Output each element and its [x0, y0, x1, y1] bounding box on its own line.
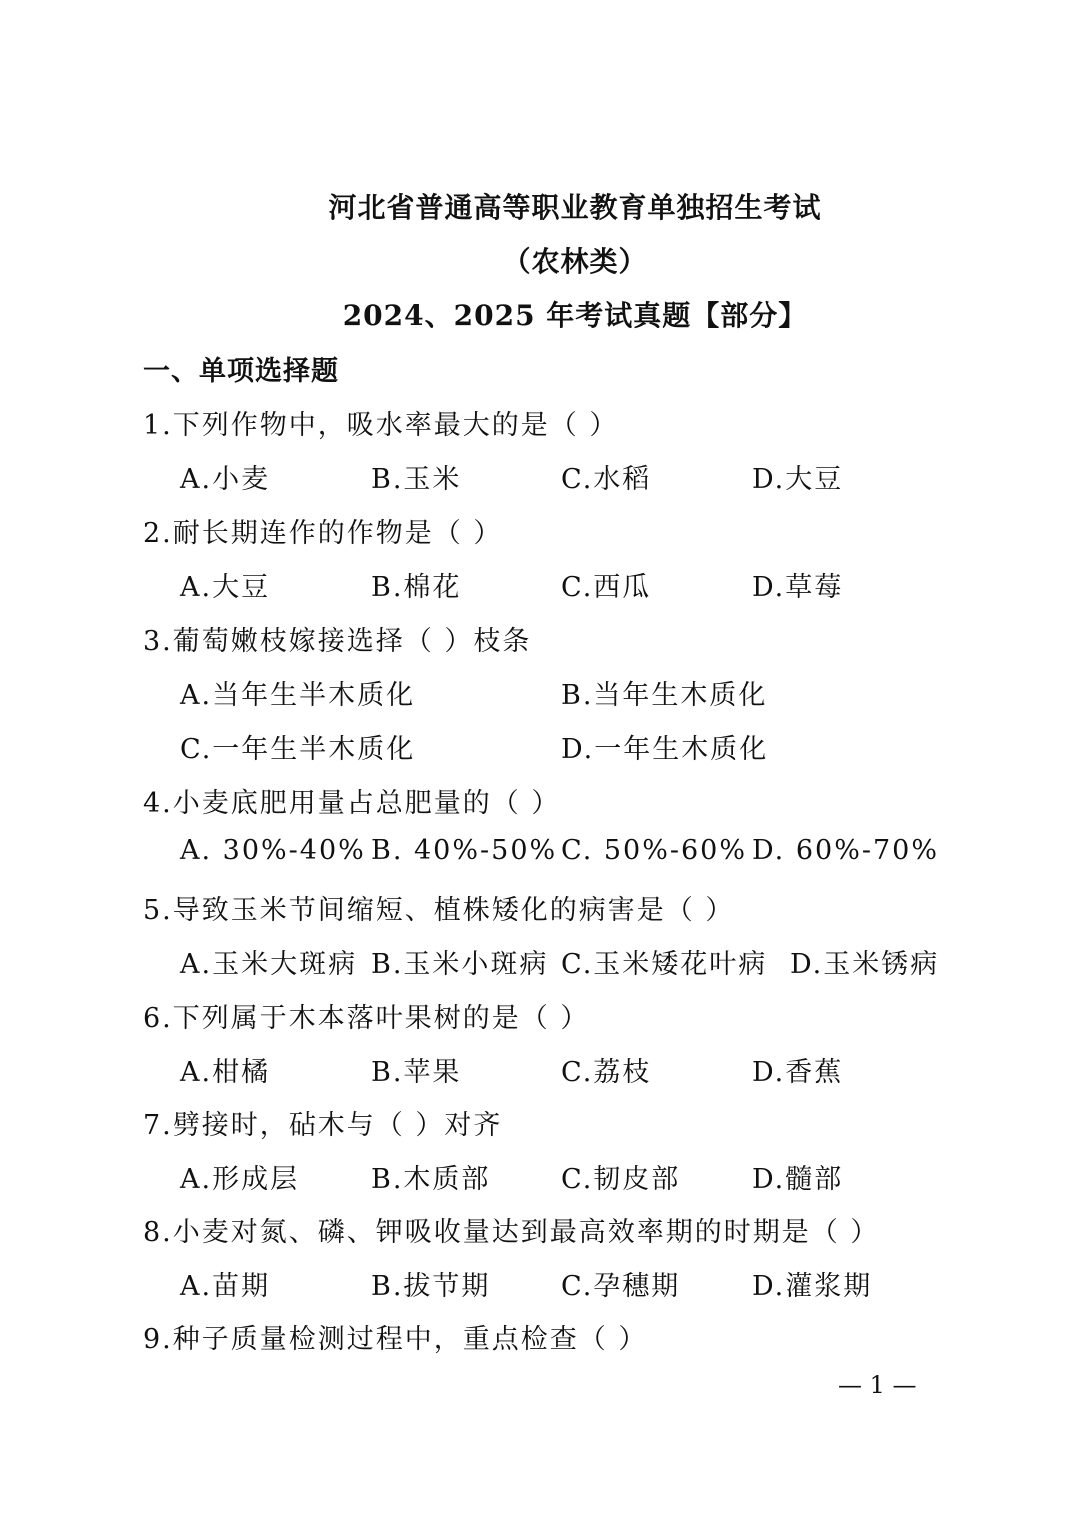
exam-title: 河北省普通高等职业教育单独招生考试 [328, 191, 822, 224]
option-b: B.棉花 [371, 572, 462, 603]
option-c: C.玉米矮花叶病 [561, 949, 768, 980]
question-stem: 2.耐长期连作的作物是（ ） [143, 518, 503, 549]
page-number: — 1 — [838, 1371, 917, 1399]
question-stem: 7.劈接时，砧木与（ ）对齐 [143, 1110, 503, 1141]
option-a: A.苗期 [180, 1271, 271, 1302]
option-d: D.一年生木质化 [561, 734, 769, 765]
question-stem: 9.种子质量检测过程中，重点检查（ ） [143, 1324, 648, 1355]
option-b: B. 40%-50% [371, 835, 558, 866]
option-c: C.孕穗期 [561, 1271, 681, 1302]
exam-year-line: 2024、2025 年考试真题【部分】 [342, 299, 808, 332]
option-c: C.水稻 [561, 464, 652, 495]
question-stem: 4.小麦底肥用量占总肥量的（ ） [143, 788, 561, 819]
option-c: C.西瓜 [561, 572, 652, 603]
exam-category: （农林类） [502, 245, 648, 278]
option-a: A.小麦 [180, 464, 271, 495]
option-c: C.荔枝 [561, 1057, 652, 1088]
option-b: B.当年生木质化 [561, 680, 768, 711]
option-b: B.木质部 [371, 1164, 491, 1195]
option-a: A.大豆 [180, 572, 271, 603]
option-d: D.灌浆期 [752, 1271, 873, 1302]
question-stem: 5.导致玉米节间缩短、植株矮化的病害是（ ） [143, 895, 735, 926]
option-c: C. 50%-60% [561, 835, 748, 866]
option-d: D.玉米锈病 [790, 949, 940, 980]
option-b: B.玉米小斑病 [371, 949, 549, 980]
option-b: B.拔节期 [371, 1271, 491, 1302]
question-stem: 8.小麦对氮、磷、钾吸收量达到最高效率期的时期是（ ） [143, 1217, 880, 1248]
option-b: B.玉米 [371, 464, 462, 495]
option-d: D.髓部 [752, 1164, 844, 1195]
option-c: C.一年生半木质化 [180, 734, 416, 765]
option-a: A.形成层 [180, 1164, 300, 1195]
option-a: A.柑橘 [180, 1057, 271, 1088]
option-b: B.苹果 [371, 1057, 462, 1088]
option-d: D. 60%-70% [752, 835, 939, 866]
option-d: D.草莓 [752, 572, 844, 603]
section-heading: 一、单项选择题 [143, 356, 339, 387]
option-a: A.玉米大斑病 [180, 949, 358, 980]
option-d: D.香蕉 [752, 1057, 844, 1088]
option-a: A. 30%-40% [180, 835, 366, 866]
question-stem: 1.下列作物中，吸水率最大的是（ ） [143, 410, 619, 441]
option-c: C.韧皮部 [561, 1164, 681, 1195]
option-a: A.当年生半木质化 [180, 680, 416, 711]
question-stem: 6.下列属于木本落叶果树的是（ ） [143, 1003, 590, 1034]
option-d: D.大豆 [752, 464, 844, 495]
question-stem: 3.葡萄嫩枝嫁接选择（ ）枝条 [143, 626, 532, 657]
